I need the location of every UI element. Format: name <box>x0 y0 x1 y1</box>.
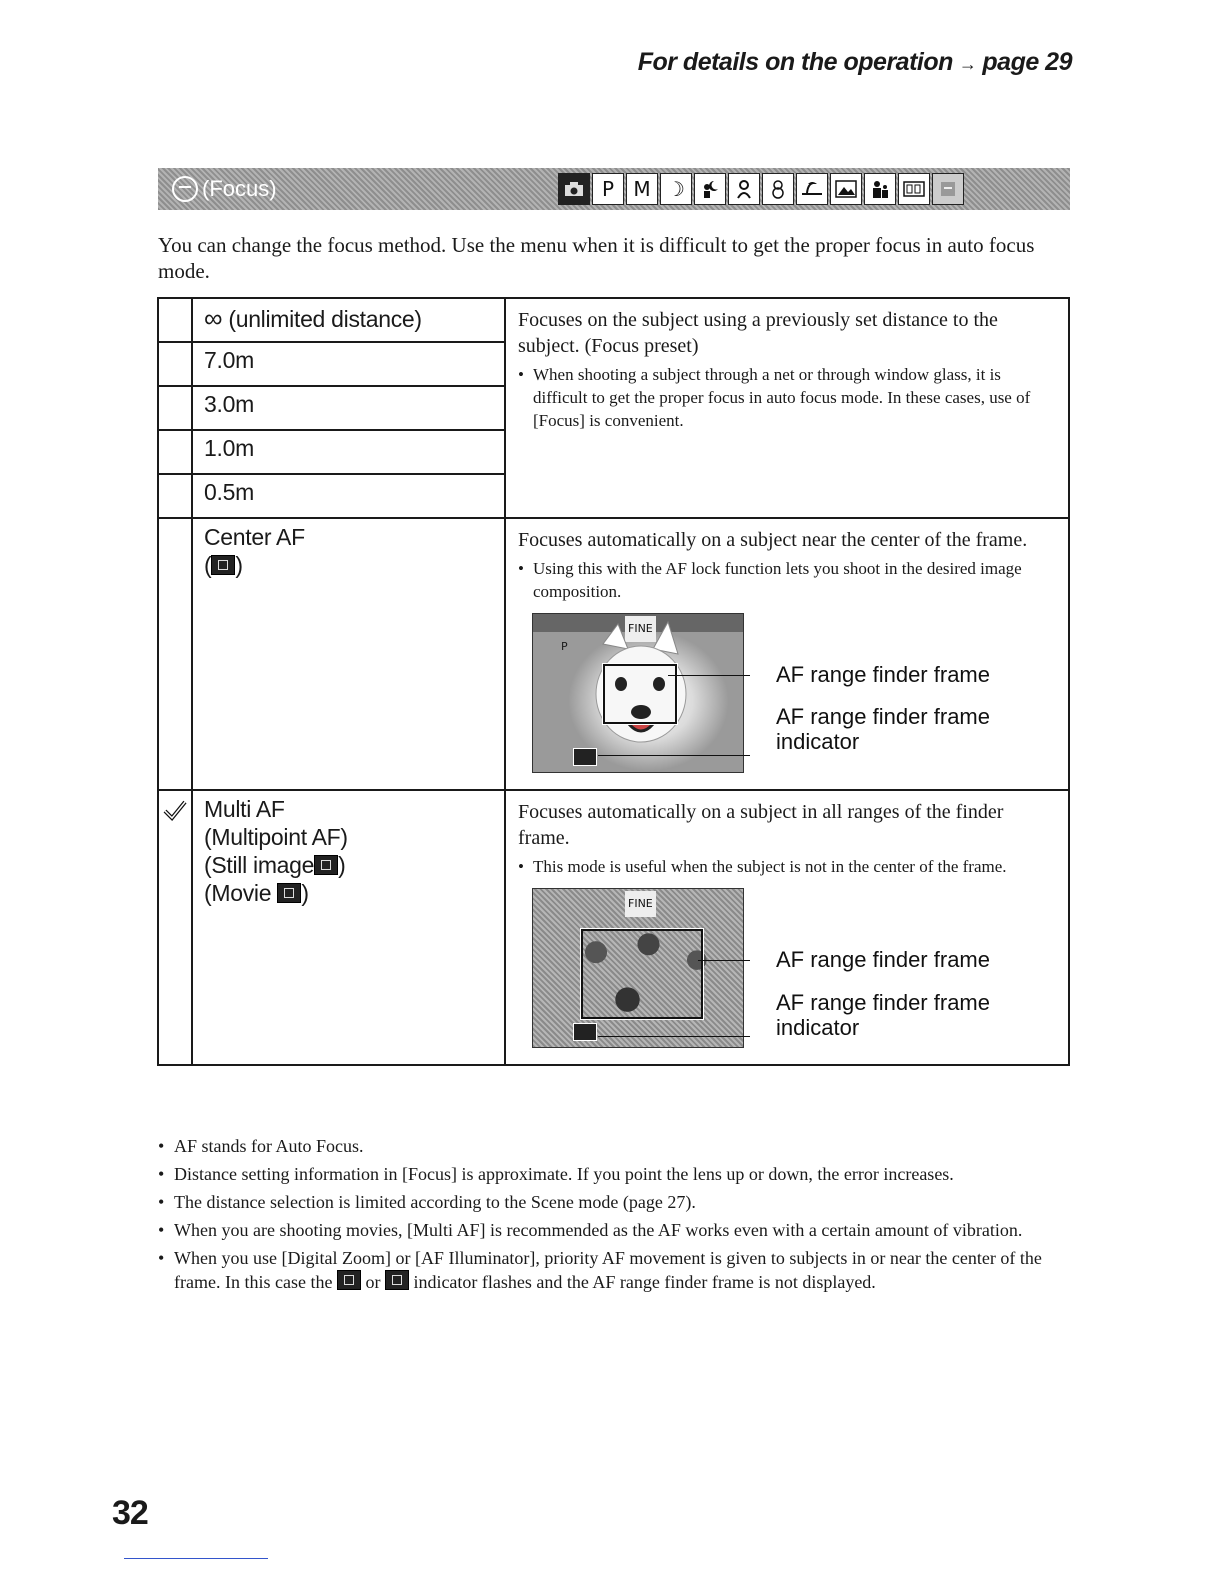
center-af-bullet: • Using this with the AF lock function lets you shoot in the desired image composition. <box>533 557 1056 603</box>
distance-1m: 1.0m <box>192 430 505 474</box>
indicator-leader-line <box>598 755 750 756</box>
note-item: • AF stands for Auto Focus. <box>174 1134 1078 1158</box>
center-af-label: Center AF <box>204 524 305 550</box>
default-check-icon <box>163 799 187 821</box>
high-sensitivity-icon <box>864 173 896 205</box>
multi-af-figure <box>518 888 1056 1058</box>
movie-line: (Movie ) <box>204 880 309 906</box>
center-af-icon-line: ( ) <box>204 552 243 578</box>
landscape-icon <box>830 173 862 205</box>
preset-description <box>505 298 1069 518</box>
multi-af-movie-icon <box>277 883 301 903</box>
frame-leader-line <box>668 675 750 676</box>
movie-icon <box>898 173 930 205</box>
mark-cell <box>158 298 192 342</box>
af-frame-label: AF range finder frame <box>776 662 990 687</box>
af-indicator-label-2: indicator <box>776 1015 860 1040</box>
indicator-leader-line <box>598 1036 750 1037</box>
still-image-line: (Still image ) <box>204 852 346 878</box>
notes-list <box>158 1134 1078 1294</box>
arrow-icon: → <box>958 54 977 74</box>
focus-icon <box>172 176 198 202</box>
manual-mode-icon: M <box>626 173 658 205</box>
center-af-screen <box>532 613 744 773</box>
distance-05m: 0.5m <box>192 474 505 518</box>
program-mode-icon: P <box>592 173 624 205</box>
multi-af <box>192 790 505 1065</box>
distance-3m: 3.0m <box>192 386 505 430</box>
setup-icon <box>932 173 964 205</box>
center-af-bullets <box>518 557 1056 603</box>
soft-snap-icon <box>762 173 794 205</box>
distance-7m: 7.0m <box>192 342 505 386</box>
page-reference-text: For details on the operation <box>637 48 953 76</box>
focus-options-table <box>157 297 1070 1066</box>
multi-af-screen <box>532 888 744 1048</box>
center-af-indicator-icon <box>385 1270 409 1290</box>
page-reference-page: page 29 <box>982 48 1072 76</box>
note-item: • Distance setting information in [Focus] is approximate. If you point the lens up or down, the error increases. <box>174 1162 1078 1186</box>
multi-af-indicator-icon <box>337 1270 361 1290</box>
mark-cell <box>158 342 192 386</box>
twilight-icon: ☽ <box>660 173 692 205</box>
frame-leader-line <box>698 960 750 961</box>
center-af-icon <box>211 555 235 575</box>
notes <box>158 1134 1078 1298</box>
intro-text: You can change the focus method. Use the menu when it is difficult to get the proper focus in auto focus mode. <box>158 233 1035 283</box>
mode-title-text: (Focus) <box>202 176 277 201</box>
mode-icons <box>558 173 966 205</box>
af-range-finder-frame <box>581 929 703 1019</box>
af-range-finder-indicator <box>573 748 597 766</box>
center-af <box>192 518 505 790</box>
note-item: • The distance selection is limited according to the Scene mode (page 27). <box>174 1190 1078 1214</box>
table-row <box>158 518 1069 790</box>
distance-label: (unlimited distance) <box>228 306 422 332</box>
af-indicator-label-1: AF range finder frame <box>776 990 990 1015</box>
af-range-finder-frame <box>603 664 677 724</box>
mode-bar <box>158 168 1070 210</box>
multi-af-bullets <box>518 855 1056 878</box>
af-indicator-label-1: AF range finder frame <box>776 704 990 729</box>
mark-cell <box>158 386 192 430</box>
multi-af-description <box>505 790 1069 1065</box>
center-af-figure <box>518 613 1056 783</box>
multipoint-af-label: (Multipoint AF) <box>204 824 348 850</box>
default-mark-cell <box>158 790 192 1065</box>
beach-icon <box>796 173 828 205</box>
af-indicator-label-2: indicator <box>776 729 860 754</box>
mode-title <box>172 174 277 204</box>
portrait-icon <box>728 173 760 205</box>
distance-unlimited <box>192 298 505 342</box>
table-row <box>158 790 1069 1065</box>
page-reference <box>638 48 1072 77</box>
center-af-description <box>505 518 1069 790</box>
multi-af-label: Multi AF <box>204 796 285 822</box>
image-quality-label: FINE <box>625 616 656 642</box>
preset-text: Focuses on the subject using a previously set distance to the subject. (Focus preset) <box>518 309 998 357</box>
bottom-rule <box>124 1558 268 1559</box>
camera-auto-icon <box>558 173 590 205</box>
preset-bullet: • When shooting a subject through a net or through window glass, it is difficult to get the proper focus in auto focus mode. In these cases, use of [Focus] is convenient. <box>533 363 1056 432</box>
multi-af-bullet: • This mode is useful when the subject is not in the center of the frame. <box>533 855 1056 878</box>
note-item: • When you use [Digital Zoom] or [AF Illuminator], priority AF movement is given to subjects in or near the center of the frame. In this case the or indicator flashes and the AF range finder frame is not displayed. <box>174 1246 1078 1294</box>
mark-cell <box>158 518 192 790</box>
center-af-text: Focuses automatically on a subject near the center of the frame. <box>518 529 1028 551</box>
twilight-portrait-icon <box>694 173 726 205</box>
multi-af-still-icon <box>314 855 338 875</box>
image-quality-label: FINE <box>625 891 656 917</box>
page-number: 32 <box>112 1494 148 1532</box>
screen-mode-label: P <box>561 640 568 653</box>
multi-af-text: Focuses automatically on a subject in all ranges of the finder frame. <box>518 801 1004 849</box>
preset-bullets <box>518 363 1056 432</box>
infinity-icon: ∞ <box>204 303 223 333</box>
af-frame-label: AF range finder frame <box>776 947 990 972</box>
mark-cell <box>158 474 192 518</box>
af-range-finder-indicator <box>573 1023 597 1041</box>
note-item: • When you are shooting movies, [Multi AF] is recommended as the AF works even with a certain amount of vibration. <box>174 1218 1078 1242</box>
mark-cell <box>158 430 192 474</box>
table-row <box>158 298 1069 342</box>
